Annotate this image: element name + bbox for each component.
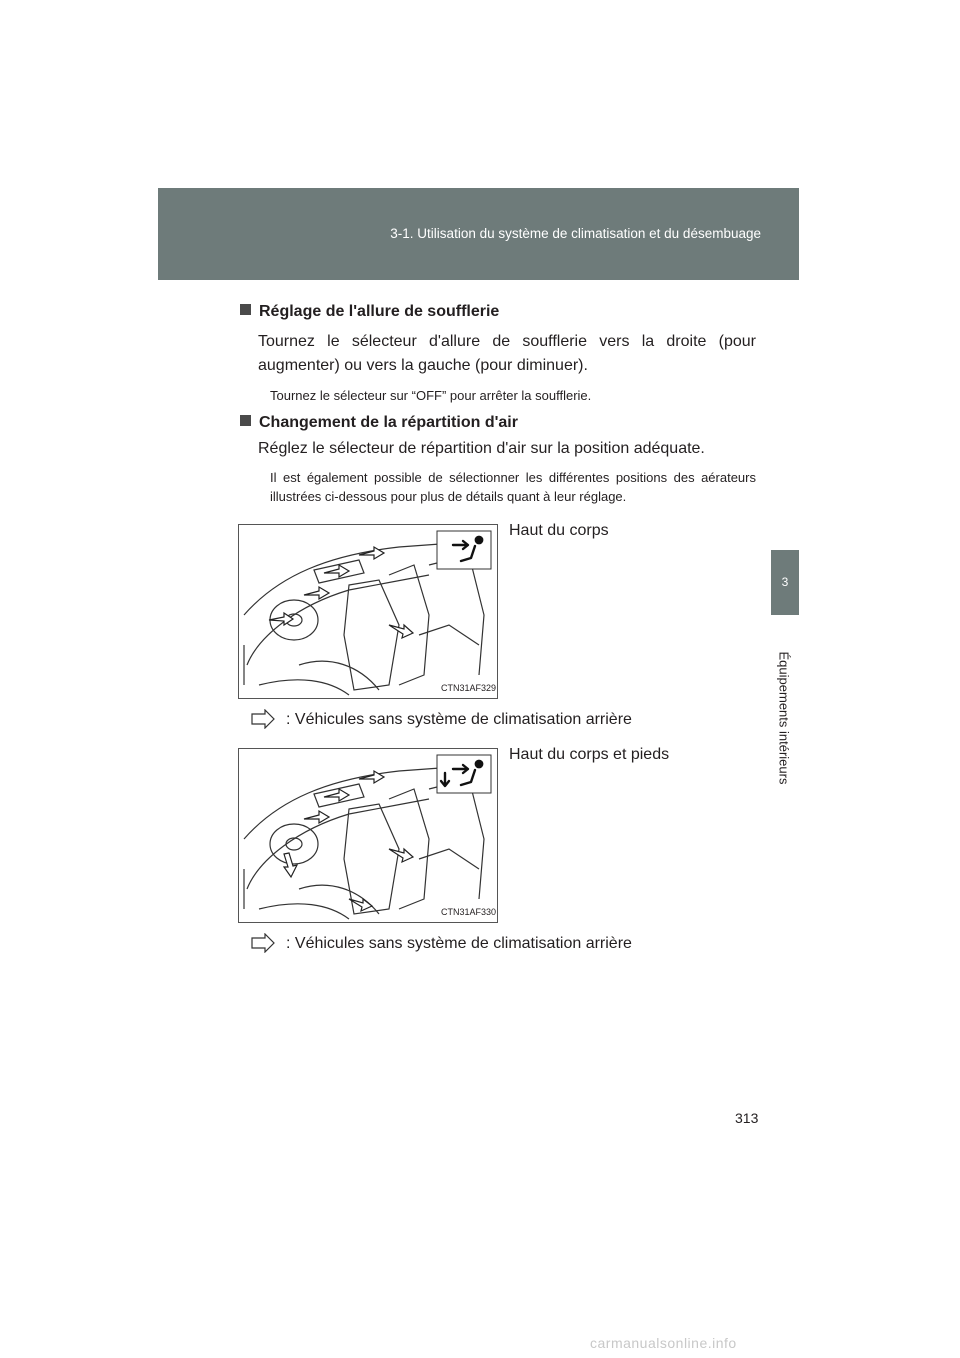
vehicle-note: : Véhicules sans système de climatisation arrière	[250, 933, 632, 955]
figure-upper-body-and-feet	[238, 748, 498, 923]
figure-caption: Haut du corps	[509, 522, 609, 539]
section-heading-air-distribution: Changement de la répartition d'air	[240, 414, 518, 432]
figure-code: CTN31AF330	[441, 907, 497, 917]
chapter-title: 3-1. Utilisation du système de climatisation et du désembuage	[390, 226, 761, 241]
section-heading-fan-speed: Réglage de l'allure de soufflerie	[240, 303, 499, 321]
section-note-fan-speed: Tournez le sélecteur sur “OFF” pour arrêter la soufflerie.	[270, 388, 592, 403]
section-note-air-distribution: Il est également possible de sélectionner les différentes positions des aérateurs illustrées ci-dessous pour plus de détails quant à leur réglage.	[270, 470, 756, 504]
arrow-icon	[250, 933, 276, 953]
page-number: 313	[735, 1110, 759, 1126]
square-bullet-icon	[240, 415, 251, 426]
figure-caption: Haut du corps et pieds	[509, 746, 670, 763]
chapter-side-label-text: Équipements intérieurs	[776, 651, 792, 784]
section-body-fan-speed: Tournez le sélecteur d'allure de soufflerie vers la droite (pour augmenter) ou vers la gauche (pour diminuer).	[258, 333, 756, 374]
arrow-icon	[250, 709, 276, 729]
car-interior-illustration	[239, 749, 497, 922]
section-body-air-distribution: Réglez le sélecteur de répartition d'air sur la position adéquate.	[258, 440, 705, 457]
chapter-tab: 3	[771, 550, 799, 615]
vehicle-note: : Véhicules sans système de climatisation arrière	[250, 709, 632, 731]
figure-upper-body	[238, 524, 498, 699]
chapter-header	[158, 188, 799, 280]
figure-code: CTN31AF329	[441, 683, 497, 693]
car-interior-illustration	[239, 525, 497, 698]
square-bullet-icon	[240, 304, 251, 315]
chapter-side-label	[776, 630, 792, 805]
watermark-text: carmanualsonline.info	[590, 1335, 737, 1351]
